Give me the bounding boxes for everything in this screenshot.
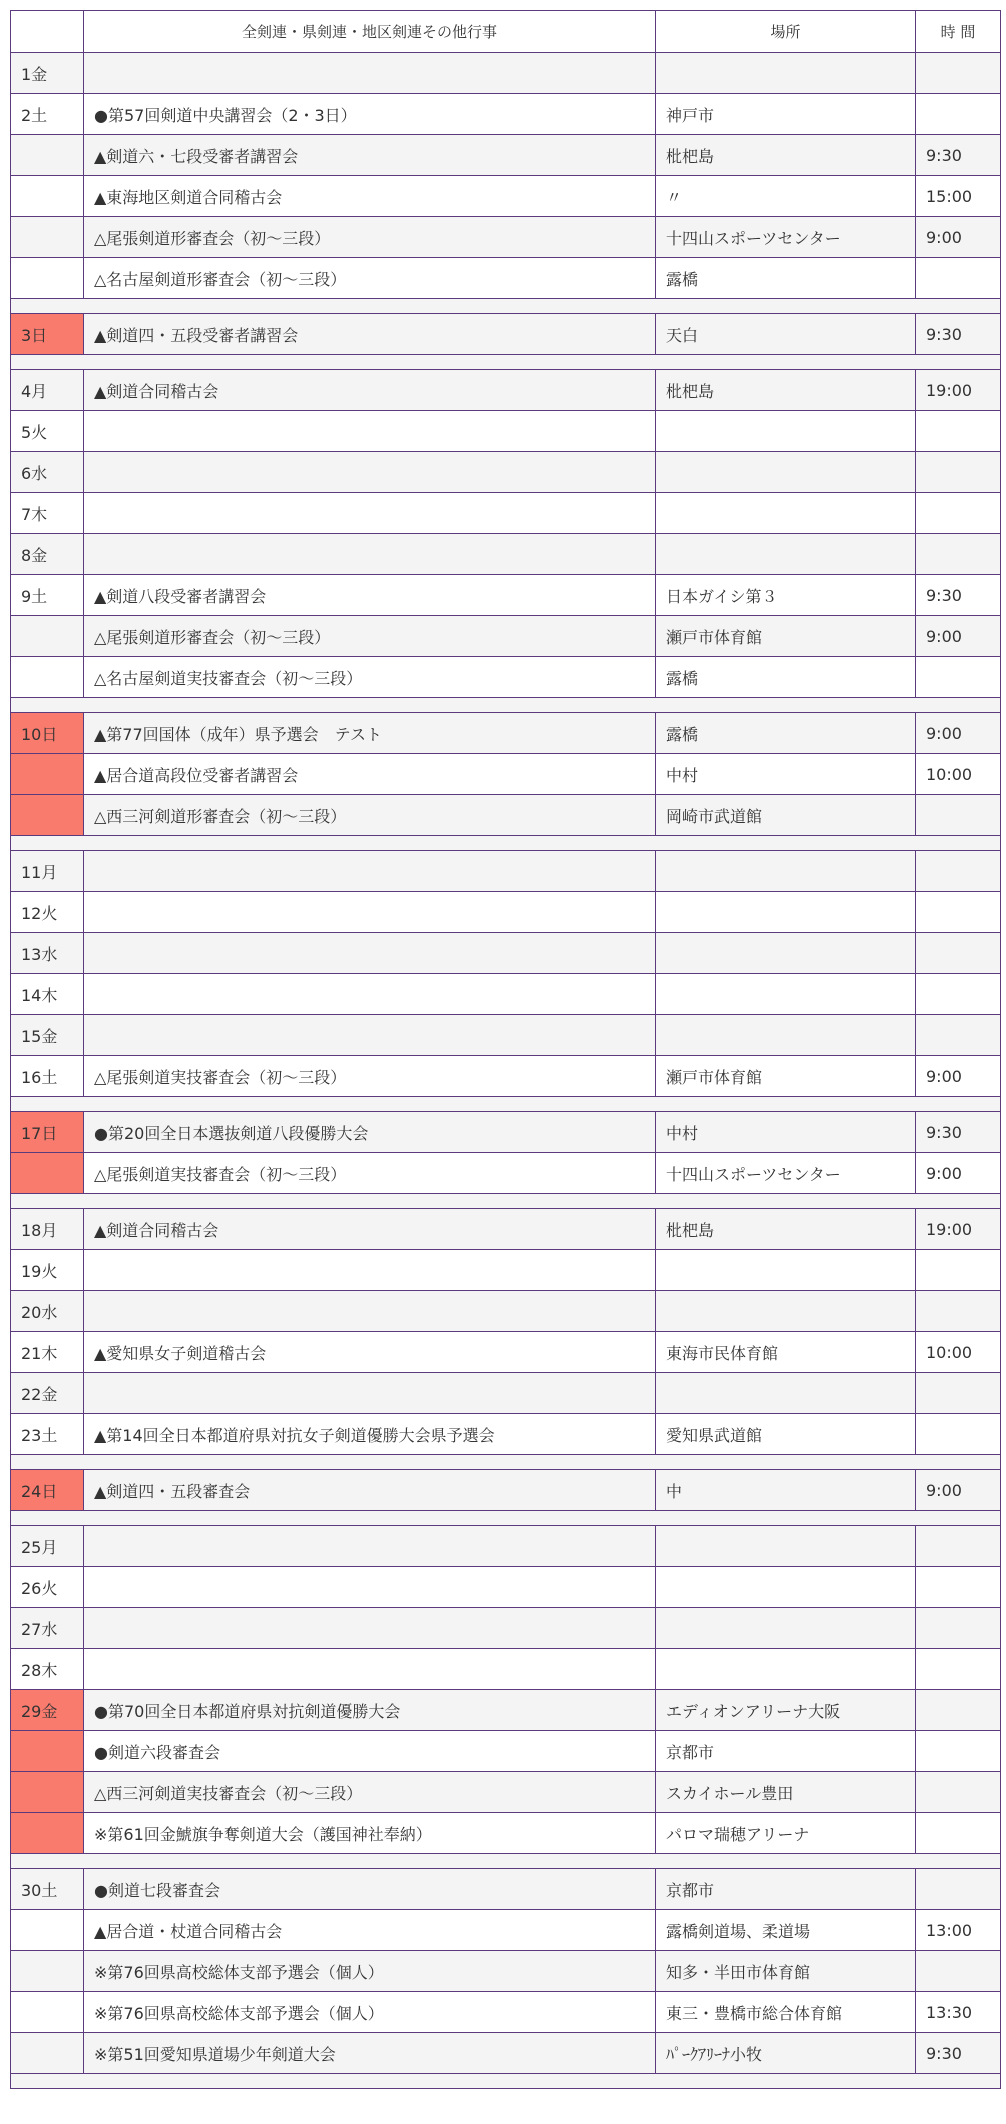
event-cell: △尾張剣道実技審査会（初〜三段） [84, 1056, 656, 1097]
table-row [11, 1951, 1001, 1992]
event-cell [84, 1567, 656, 1608]
place-cell: 露橋剣道場、柔道場 [656, 1910, 916, 1951]
spacer-row [11, 2074, 1001, 2089]
date-cell [11, 176, 84, 217]
table-row [11, 1291, 1001, 1332]
time-cell: 9:00 [916, 1056, 1001, 1097]
header-event: 全剣連・県剣連・地区剣連その他行事 [84, 11, 656, 53]
time-cell: 9:30 [916, 575, 1001, 616]
date-cell: 29金 [11, 1690, 84, 1731]
time-cell: 9:30 [916, 2033, 1001, 2074]
event-cell: ▲剣道八段受審者講習会 [84, 575, 656, 616]
event-cell: ●第20回全日本選抜剣道八段優勝大会 [84, 1112, 656, 1153]
time-cell: 9:00 [916, 713, 1001, 754]
date-cell: 7木 [11, 493, 84, 534]
place-cell: パロマ瑞穂アリーナ [656, 1813, 916, 1854]
place-cell [656, 53, 916, 94]
table-row [11, 176, 1001, 217]
spacer-cell [11, 1194, 1001, 1209]
table-row [11, 1056, 1001, 1097]
time-cell [916, 1772, 1001, 1813]
time-cell [916, 657, 1001, 698]
spacer-row [11, 355, 1001, 370]
event-cell: ※第76回県高校総体支部予選会（個人） [84, 1992, 656, 2033]
time-cell: 9:00 [916, 1470, 1001, 1511]
date-cell: 1金 [11, 53, 84, 94]
date-cell: 14木 [11, 974, 84, 1015]
event-cell: ※第76回県高校総体支部予選会（個人） [84, 1951, 656, 1992]
place-cell: 日本ガイシ第３ [656, 575, 916, 616]
date-cell: 23土 [11, 1414, 84, 1455]
table-row [11, 754, 1001, 795]
date-cell [11, 217, 84, 258]
spacer-row [11, 1097, 1001, 1112]
place-cell [656, 1373, 916, 1414]
date-cell: 15金 [11, 1015, 84, 1056]
date-cell: 19火 [11, 1250, 84, 1291]
date-cell: 26火 [11, 1567, 84, 1608]
table-row [11, 1910, 1001, 1951]
place-cell [656, 1649, 916, 1690]
spacer-cell [11, 299, 1001, 314]
date-cell: 17日 [11, 1112, 84, 1153]
place-cell: 東海市民体育館 [656, 1332, 916, 1373]
time-cell [916, 53, 1001, 94]
place-cell: エディオンアリーナ大阪 [656, 1690, 916, 1731]
time-cell [916, 1414, 1001, 1455]
time-cell: 9:00 [916, 1153, 1001, 1194]
time-cell [916, 94, 1001, 135]
spacer-cell [11, 1854, 1001, 1869]
date-cell: 22金 [11, 1373, 84, 1414]
date-cell: 24日 [11, 1470, 84, 1511]
time-cell [916, 1690, 1001, 1731]
event-cell: ▲居合道・杖道合同稽古会 [84, 1910, 656, 1951]
place-cell [656, 1291, 916, 1332]
table-row [11, 851, 1001, 892]
date-cell: 9土 [11, 575, 84, 616]
place-cell: 露橋 [656, 258, 916, 299]
event-cell: ※第51回愛知県道場少年剣道大会 [84, 2033, 656, 2074]
date-cell [11, 795, 84, 836]
place-cell [656, 974, 916, 1015]
time-cell: 9:00 [916, 616, 1001, 657]
event-cell: ▲剣道六・七段受審者講習会 [84, 135, 656, 176]
time-cell [916, 1526, 1001, 1567]
date-cell: 11月 [11, 851, 84, 892]
time-cell [916, 933, 1001, 974]
event-cell [84, 411, 656, 452]
date-cell: 8金 [11, 534, 84, 575]
table-row [11, 575, 1001, 616]
time-cell [916, 1567, 1001, 1608]
time-cell [916, 411, 1001, 452]
time-cell: 9:30 [916, 135, 1001, 176]
event-cell: ▲剣道四・五段審査会 [84, 1470, 656, 1511]
time-cell [916, 452, 1001, 493]
time-cell [916, 851, 1001, 892]
date-cell: 10日 [11, 713, 84, 754]
event-cell [84, 933, 656, 974]
time-cell [916, 795, 1001, 836]
time-cell [916, 1373, 1001, 1414]
event-cell: ▲居合道高段位受審者講習会 [84, 754, 656, 795]
time-cell: 9:00 [916, 217, 1001, 258]
place-cell [656, 1608, 916, 1649]
date-cell [11, 135, 84, 176]
time-cell [916, 493, 1001, 534]
table-row [11, 1567, 1001, 1608]
table-row [11, 1869, 1001, 1910]
table-row [11, 657, 1001, 698]
place-cell: 瀬戸市体育館 [656, 616, 916, 657]
date-cell: 28木 [11, 1649, 84, 1690]
date-cell [11, 1951, 84, 1992]
table-row [11, 370, 1001, 411]
event-cell [84, 1526, 656, 1567]
spacer-row [11, 1854, 1001, 1869]
time-cell: 10:00 [916, 1332, 1001, 1373]
schedule-body [11, 53, 1001, 2089]
table-row [11, 1414, 1001, 1455]
date-cell [11, 1910, 84, 1951]
time-cell [916, 1649, 1001, 1690]
event-cell: △西三河剣道実技審査会（初〜三段） [84, 1772, 656, 1813]
event-cell: ※第61回金鯱旗争奪剣道大会（護国神社奉納） [84, 1813, 656, 1854]
event-cell: ●第70回全日本都道府県対抗剣道優勝大会 [84, 1690, 656, 1731]
place-cell: 神戸市 [656, 94, 916, 135]
date-cell [11, 1772, 84, 1813]
time-cell [916, 1813, 1001, 1854]
table-row [11, 534, 1001, 575]
schedule-header [11, 11, 1001, 53]
date-cell [11, 258, 84, 299]
table-row [11, 713, 1001, 754]
time-cell [916, 1608, 1001, 1649]
table-row [11, 1332, 1001, 1373]
spacer-row [11, 1455, 1001, 1470]
event-cell: ▲東海地区剣道合同稽古会 [84, 176, 656, 217]
table-row [11, 795, 1001, 836]
place-cell: 〃 [656, 176, 916, 217]
date-cell: 21木 [11, 1332, 84, 1373]
date-cell: 30土 [11, 1869, 84, 1910]
event-cell: ▲第14回全日本都道府県対抗女子剣道優勝大会県予選会 [84, 1414, 656, 1455]
table-row [11, 1526, 1001, 1567]
place-cell: 知多・半田市体育館 [656, 1951, 916, 1992]
place-cell: 東三・豊橋市総合体育館 [656, 1992, 916, 2033]
date-cell: 5火 [11, 411, 84, 452]
time-cell [916, 892, 1001, 933]
date-cell [11, 1731, 84, 1772]
time-cell [916, 258, 1001, 299]
spacer-cell [11, 2074, 1001, 2089]
table-row [11, 53, 1001, 94]
place-cell: 枇杷島 [656, 370, 916, 411]
event-cell [84, 974, 656, 1015]
date-cell [11, 657, 84, 698]
spacer-row [11, 836, 1001, 851]
spacer-row [11, 698, 1001, 713]
event-cell: ▲剣道合同稽古会 [84, 370, 656, 411]
place-cell [656, 933, 916, 974]
table-row [11, 1153, 1001, 1194]
header-date [11, 11, 84, 53]
place-cell [656, 1250, 916, 1291]
event-cell: ●第57回剣道中央講習会（2・3日） [84, 94, 656, 135]
table-row [11, 1015, 1001, 1056]
place-cell: 中 [656, 1470, 916, 1511]
place-cell: 瀬戸市体育館 [656, 1056, 916, 1097]
event-cell [84, 1250, 656, 1291]
table-row [11, 2033, 1001, 2074]
time-cell [916, 974, 1001, 1015]
date-cell: 2土 [11, 94, 84, 135]
event-cell: ▲剣道四・五段受審者講習会 [84, 314, 656, 355]
table-row [11, 135, 1001, 176]
table-row [11, 314, 1001, 355]
spacer-cell [11, 1511, 1001, 1526]
place-cell [656, 411, 916, 452]
event-cell [84, 1015, 656, 1056]
date-cell [11, 1992, 84, 2033]
date-cell: 16土 [11, 1056, 84, 1097]
table-row [11, 217, 1001, 258]
place-cell: 露橋 [656, 657, 916, 698]
date-cell: 18月 [11, 1209, 84, 1250]
time-cell [916, 1291, 1001, 1332]
place-cell [656, 493, 916, 534]
spacer-row [11, 299, 1001, 314]
time-cell: 15:00 [916, 176, 1001, 217]
spacer-cell [11, 1097, 1001, 1112]
event-cell: △名古屋剣道実技審査会（初〜三段） [84, 657, 656, 698]
table-row [11, 1112, 1001, 1153]
place-cell: スカイホール豊田 [656, 1772, 916, 1813]
table-row [11, 452, 1001, 493]
place-cell: 露橋 [656, 713, 916, 754]
place-cell: 枇杷島 [656, 1209, 916, 1250]
time-cell: 9:30 [916, 1112, 1001, 1153]
date-cell: 4月 [11, 370, 84, 411]
spacer-row [11, 1194, 1001, 1209]
spacer-row [11, 1511, 1001, 1526]
event-cell: △尾張剣道実技審査会（初〜三段） [84, 1153, 656, 1194]
place-cell: 天白 [656, 314, 916, 355]
event-cell [84, 493, 656, 534]
table-row [11, 933, 1001, 974]
event-cell: △西三河剣道形審査会（初〜三段） [84, 795, 656, 836]
event-cell: △尾張剣道形審査会（初〜三段） [84, 217, 656, 258]
time-cell [916, 1869, 1001, 1910]
event-cell: ▲第77回国体（成年）県予選会 テスト [84, 713, 656, 754]
place-cell: 中村 [656, 754, 916, 795]
time-cell [916, 1250, 1001, 1291]
event-cell: △尾張剣道形審査会（初〜三段） [84, 616, 656, 657]
date-cell [11, 1153, 84, 1194]
place-cell [656, 892, 916, 933]
place-cell: 十四山スポーツセンター [656, 1153, 916, 1194]
time-cell: 10:00 [916, 754, 1001, 795]
place-cell: 愛知県武道館 [656, 1414, 916, 1455]
table-row [11, 1813, 1001, 1854]
table-row [11, 1470, 1001, 1511]
event-cell: △名古屋剣道形審査会（初〜三段） [84, 258, 656, 299]
place-cell [656, 534, 916, 575]
spacer-cell [11, 1455, 1001, 1470]
table-row [11, 1690, 1001, 1731]
table-row [11, 1373, 1001, 1414]
date-cell [11, 616, 84, 657]
place-cell [656, 1015, 916, 1056]
event-cell [84, 1608, 656, 1649]
header-place: 場所 [656, 11, 916, 53]
date-cell [11, 1813, 84, 1854]
time-cell [916, 534, 1001, 575]
date-cell [11, 754, 84, 795]
header-time: 時 間 [916, 11, 1001, 53]
time-cell: 9:30 [916, 314, 1001, 355]
table-row [11, 1992, 1001, 2033]
event-cell [84, 534, 656, 575]
header-row [11, 11, 1001, 53]
table-row [11, 1209, 1001, 1250]
time-cell [916, 1731, 1001, 1772]
table-row [11, 94, 1001, 135]
table-row [11, 1731, 1001, 1772]
spacer-cell [11, 698, 1001, 713]
place-cell: 十四山スポーツセンター [656, 217, 916, 258]
event-cell: ▲剣道合同稽古会 [84, 1209, 656, 1250]
spacer-cell [11, 836, 1001, 851]
table-row [11, 616, 1001, 657]
table-row [11, 411, 1001, 452]
table-row [11, 974, 1001, 1015]
place-cell [656, 1567, 916, 1608]
place-cell: 京都市 [656, 1869, 916, 1910]
date-cell: 25月 [11, 1526, 84, 1567]
event-cell [84, 452, 656, 493]
event-cell [84, 1373, 656, 1414]
place-cell: 岡崎市武道館 [656, 795, 916, 836]
date-cell: 27水 [11, 1608, 84, 1649]
table-row [11, 493, 1001, 534]
place-cell: 中村 [656, 1112, 916, 1153]
event-cell [84, 851, 656, 892]
time-cell: 19:00 [916, 1209, 1001, 1250]
table-row [11, 1608, 1001, 1649]
date-cell [11, 2033, 84, 2074]
place-cell: 京都市 [656, 1731, 916, 1772]
event-cell: ●剣道七段審査会 [84, 1869, 656, 1910]
table-row [11, 892, 1001, 933]
table-row [11, 1250, 1001, 1291]
event-cell [84, 53, 656, 94]
date-cell: 20水 [11, 1291, 84, 1332]
place-cell: 枇杷島 [656, 135, 916, 176]
event-cell [84, 1291, 656, 1332]
time-cell: 13:00 [916, 1910, 1001, 1951]
place-cell [656, 452, 916, 493]
place-cell: ﾊﾟｰｸｱﾘｰﾅ小牧 [656, 2033, 916, 2074]
date-cell: 12火 [11, 892, 84, 933]
schedule-table [10, 10, 1001, 2089]
event-cell: ▲愛知県女子剣道稽古会 [84, 1332, 656, 1373]
event-cell: ●剣道六段審査会 [84, 1731, 656, 1772]
time-cell: 19:00 [916, 370, 1001, 411]
time-cell [916, 1015, 1001, 1056]
place-cell [656, 851, 916, 892]
time-cell: 13:30 [916, 1992, 1001, 2033]
spacer-cell [11, 355, 1001, 370]
table-row [11, 1772, 1001, 1813]
event-cell [84, 892, 656, 933]
table-row [11, 1649, 1001, 1690]
event-cell [84, 1649, 656, 1690]
date-cell: 3日 [11, 314, 84, 355]
date-cell: 6水 [11, 452, 84, 493]
table-row [11, 258, 1001, 299]
time-cell [916, 1951, 1001, 1992]
place-cell [656, 1526, 916, 1567]
date-cell: 13水 [11, 933, 84, 974]
